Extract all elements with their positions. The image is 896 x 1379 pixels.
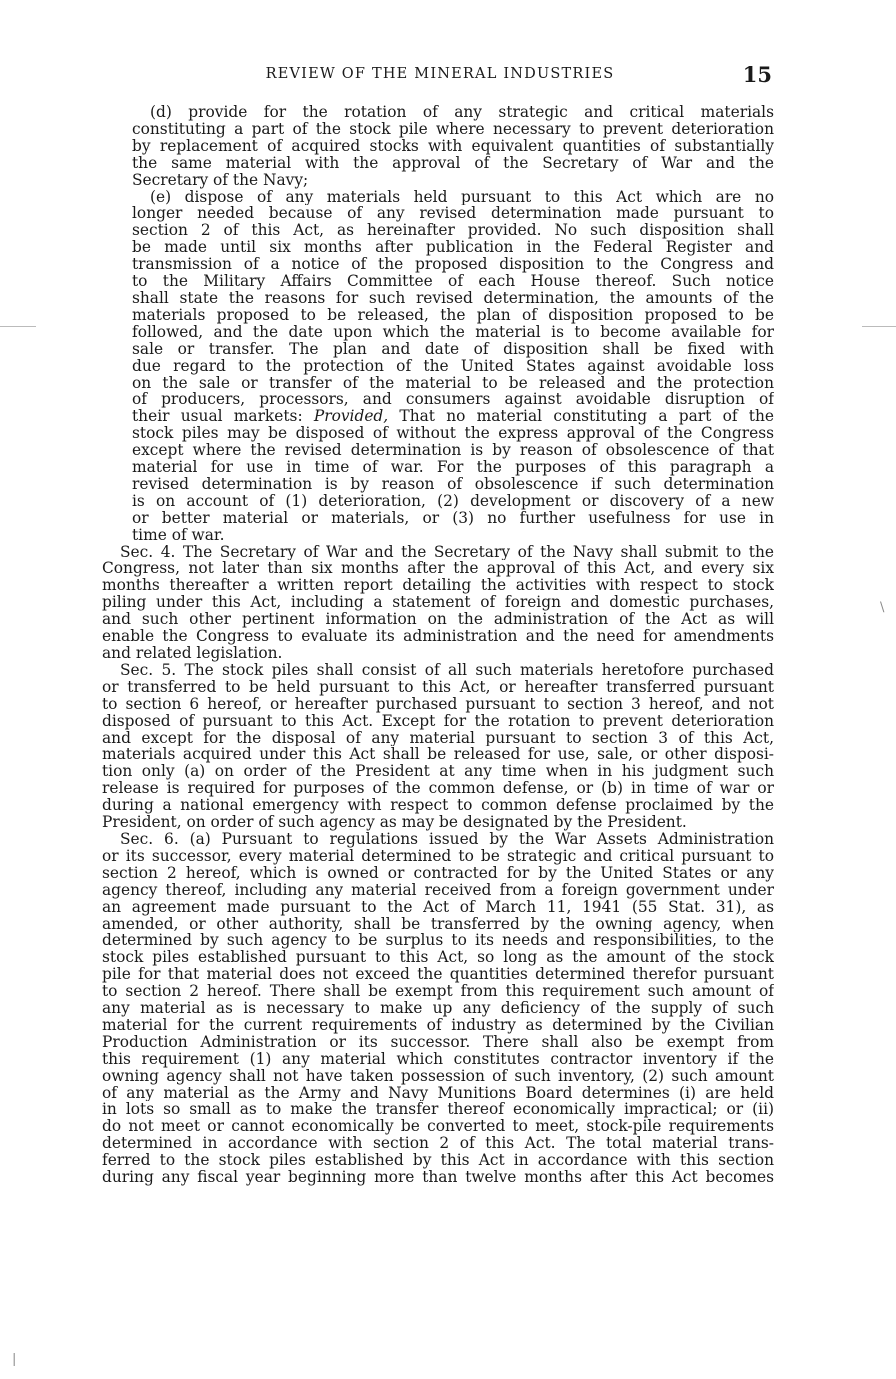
proviso-post: That no material constituting a part of the [388, 408, 774, 426]
text-line: and such other pertinent information on the administration of the Act as will [102, 611, 774, 629]
text-line: or transferred to be held pursuant to this Act, or hereafter transferred pursuant [102, 678, 774, 696]
text-line: of producers, processors, and consumers against avoidable disruption of [132, 391, 774, 409]
text-line: to the Military Affairs Committee of each House thereof. Such notice [132, 273, 774, 290]
text-line: and related legislation. [102, 645, 283, 662]
text-line: (e) dispose of any materials held pursuant to this Act which are no [150, 188, 774, 206]
text-line: followed, and the date upon which the material is to become available for [132, 323, 774, 341]
text-line: pile for that material does not exceed the quantities determined therefor pursuant [102, 966, 774, 984]
text-line: (d) provide for the rotation of any strategic and critical materials [150, 104, 774, 121]
text-line: due regard to the protection of the United States against avoidable loss [132, 357, 774, 375]
scan-margin-rule-right [862, 326, 896, 327]
text-line: revised determination is by reason of obsolescence if such determination [132, 475, 774, 493]
text-line: material for use in time of war. For the purposes of this paragraph a [132, 459, 774, 476]
scan-margin-rule-left [0, 326, 36, 327]
text-line: Sec. 4. The Secretary of War and the Secretary of the Navy shall submit to the [120, 543, 774, 561]
text-line: to section 6 hereof, or hereafter purchased pursuant to section 3 hereof, and not [102, 695, 774, 713]
text-line: Sec. 5. The stock piles shall consist of all such materials heretofore purchased [120, 661, 774, 679]
proviso-pre: their usual markets: [132, 408, 314, 426]
text-line: tion only (a) on order of the President at any time when in his judgment such [102, 763, 774, 781]
page-number: 15 [742, 62, 772, 87]
text-line: in lots so small as to make the transfer thereof economically impractical; or (ii) [102, 1101, 774, 1119]
text-line: Production Administration or its successor. There shall also be exempt from [102, 1033, 774, 1051]
text-line: disposed of pursuant to this Act. Except for the rotation to prevent deterioration [102, 712, 774, 730]
scan-margin-mark: \ [880, 600, 885, 615]
text-line: section 2 hereof, which is owned or contracted for by the United States or any [102, 864, 774, 882]
body-text [102, 104, 774, 1186]
text-line: months thereafter a written report detailing the activities with respect to stock [102, 577, 774, 595]
text-line: and except for the disposal of any material pursuant to section 3 of this Act, [102, 729, 774, 747]
text-line: Sec. 6. (a) Pursuant to regulations issued by the War Assets Administration [120, 830, 774, 848]
text-line: shall state the reasons for such revised determination, the amounts of the [132, 289, 774, 307]
text-line: stock piles established pursuant to this Act, so long as the amount of the stock [102, 949, 774, 967]
text-line: of any material as the Army and Navy Munitions Board determines (i) are held [102, 1084, 774, 1102]
text-line: during a national emergency with respect to common defense proclaimed by the [102, 797, 774, 815]
text-line: materials proposed to be released, the plan of disposition proposed to be [132, 306, 774, 324]
proviso-word: Provided, [313, 408, 389, 426]
text-line: section 2 of this Act, as hereinafter provided. No such disposition shall [132, 222, 774, 240]
text-line: longer needed because of any revised determination made pursuant to [132, 205, 774, 223]
section-6 [102, 831, 774, 1186]
text-line: on the sale or transfer of the material to be released and the protection [132, 374, 774, 392]
text-line: except where the revised determination is by reason of obsolescence of that [132, 442, 774, 460]
text-line: determined in accordance with section 2 of this Act. The total material trans- [102, 1135, 774, 1153]
text-line: amended, or other authority, shall be transferred by the owning agency, when [102, 915, 774, 933]
running-header [100, 62, 780, 86]
running-title: REVIEW OF THE MINERAL INDUSTRIES [265, 66, 615, 82]
paragraph-d [102, 104, 774, 189]
text-line: transmission of a notice of the proposed disposition to the Congress and [132, 256, 774, 274]
text-line: piling under this Act, including a statement of foreign and domestic purchases, [102, 594, 774, 612]
text-line: by replacement of acquired stocks with equivalent quantities of substantially [132, 137, 774, 155]
text-line: Secretary of the Navy; [132, 171, 309, 189]
text-line: material for the current requirements of industry as determined by the Civilian [102, 1016, 774, 1034]
text-line: determined by such agency to be surplus to its needs and responsibilities, to the [102, 932, 774, 950]
text-line: owning agency shall not have taken possession of such inventory, (2) such amount [102, 1067, 774, 1085]
text-line: the same material with the approval of the Secretary of War and the [132, 154, 774, 172]
text-line: sale or transfer. The plan and date of disposition shall be fixed with [132, 340, 774, 358]
text-line: this requirement (1) any material which constitutes contractor inventory if the [102, 1050, 774, 1068]
section-4 [102, 544, 774, 662]
text-line: materials acquired under this Act shall be released for use, sale, or other disposi- [102, 746, 774, 764]
text-line: constituting a part of the stock pile where necessary to prevent deterioration [132, 120, 774, 138]
paragraph-e [102, 189, 774, 544]
text-line: an agreement made pursuant to the Act of March 11, 1941 (55 Stat. 31), as [102, 898, 774, 916]
text-line: is on account of (1) deterioration, (2) development or discovery of a new [132, 492, 774, 510]
text-line: do not meet or cannot economically be converted to meet, stock-pile requirements [102, 1118, 774, 1136]
text-line: any material as is necessary to make up any deficiency of the supply of such [102, 1000, 774, 1017]
section-5 [102, 662, 774, 831]
text-line: or its successor, every material determined to be strategic and critical pursuant to [102, 847, 774, 865]
text-line: during any fiscal year beginning more than twelve months after this Act becomes [102, 1169, 774, 1186]
text-line: President, on order of such agency as may be designated by the President. [102, 814, 687, 831]
scan-margin-mark: | [12, 1352, 17, 1367]
text-line: be made until six months after publication in the Federal Register and [132, 239, 774, 257]
proviso-line [132, 408, 774, 425]
text-line: ferred to the stock piles established by this Act in accordance with this section [102, 1152, 774, 1170]
text-line: Congress, not later than six months after the approval of this Act, and every six [102, 560, 774, 578]
text-line: enable the Congress to evaluate its administration and the need for amendments [102, 628, 774, 645]
text-line: agency thereof, including any material received from a foreign government under [102, 881, 774, 899]
text-line: time of war. [132, 526, 225, 544]
text-line: or better material or materials, or (3) no further usefulness for use in [132, 509, 774, 527]
text-line: release is required for purposes of the common defense, or (b) in time of war or [102, 780, 774, 798]
text-line: to section 2 hereof. There shall be exempt from this requirement such amount of [102, 983, 774, 1001]
text-line: stock piles may be disposed of without the express approval of the Congress [132, 425, 774, 443]
